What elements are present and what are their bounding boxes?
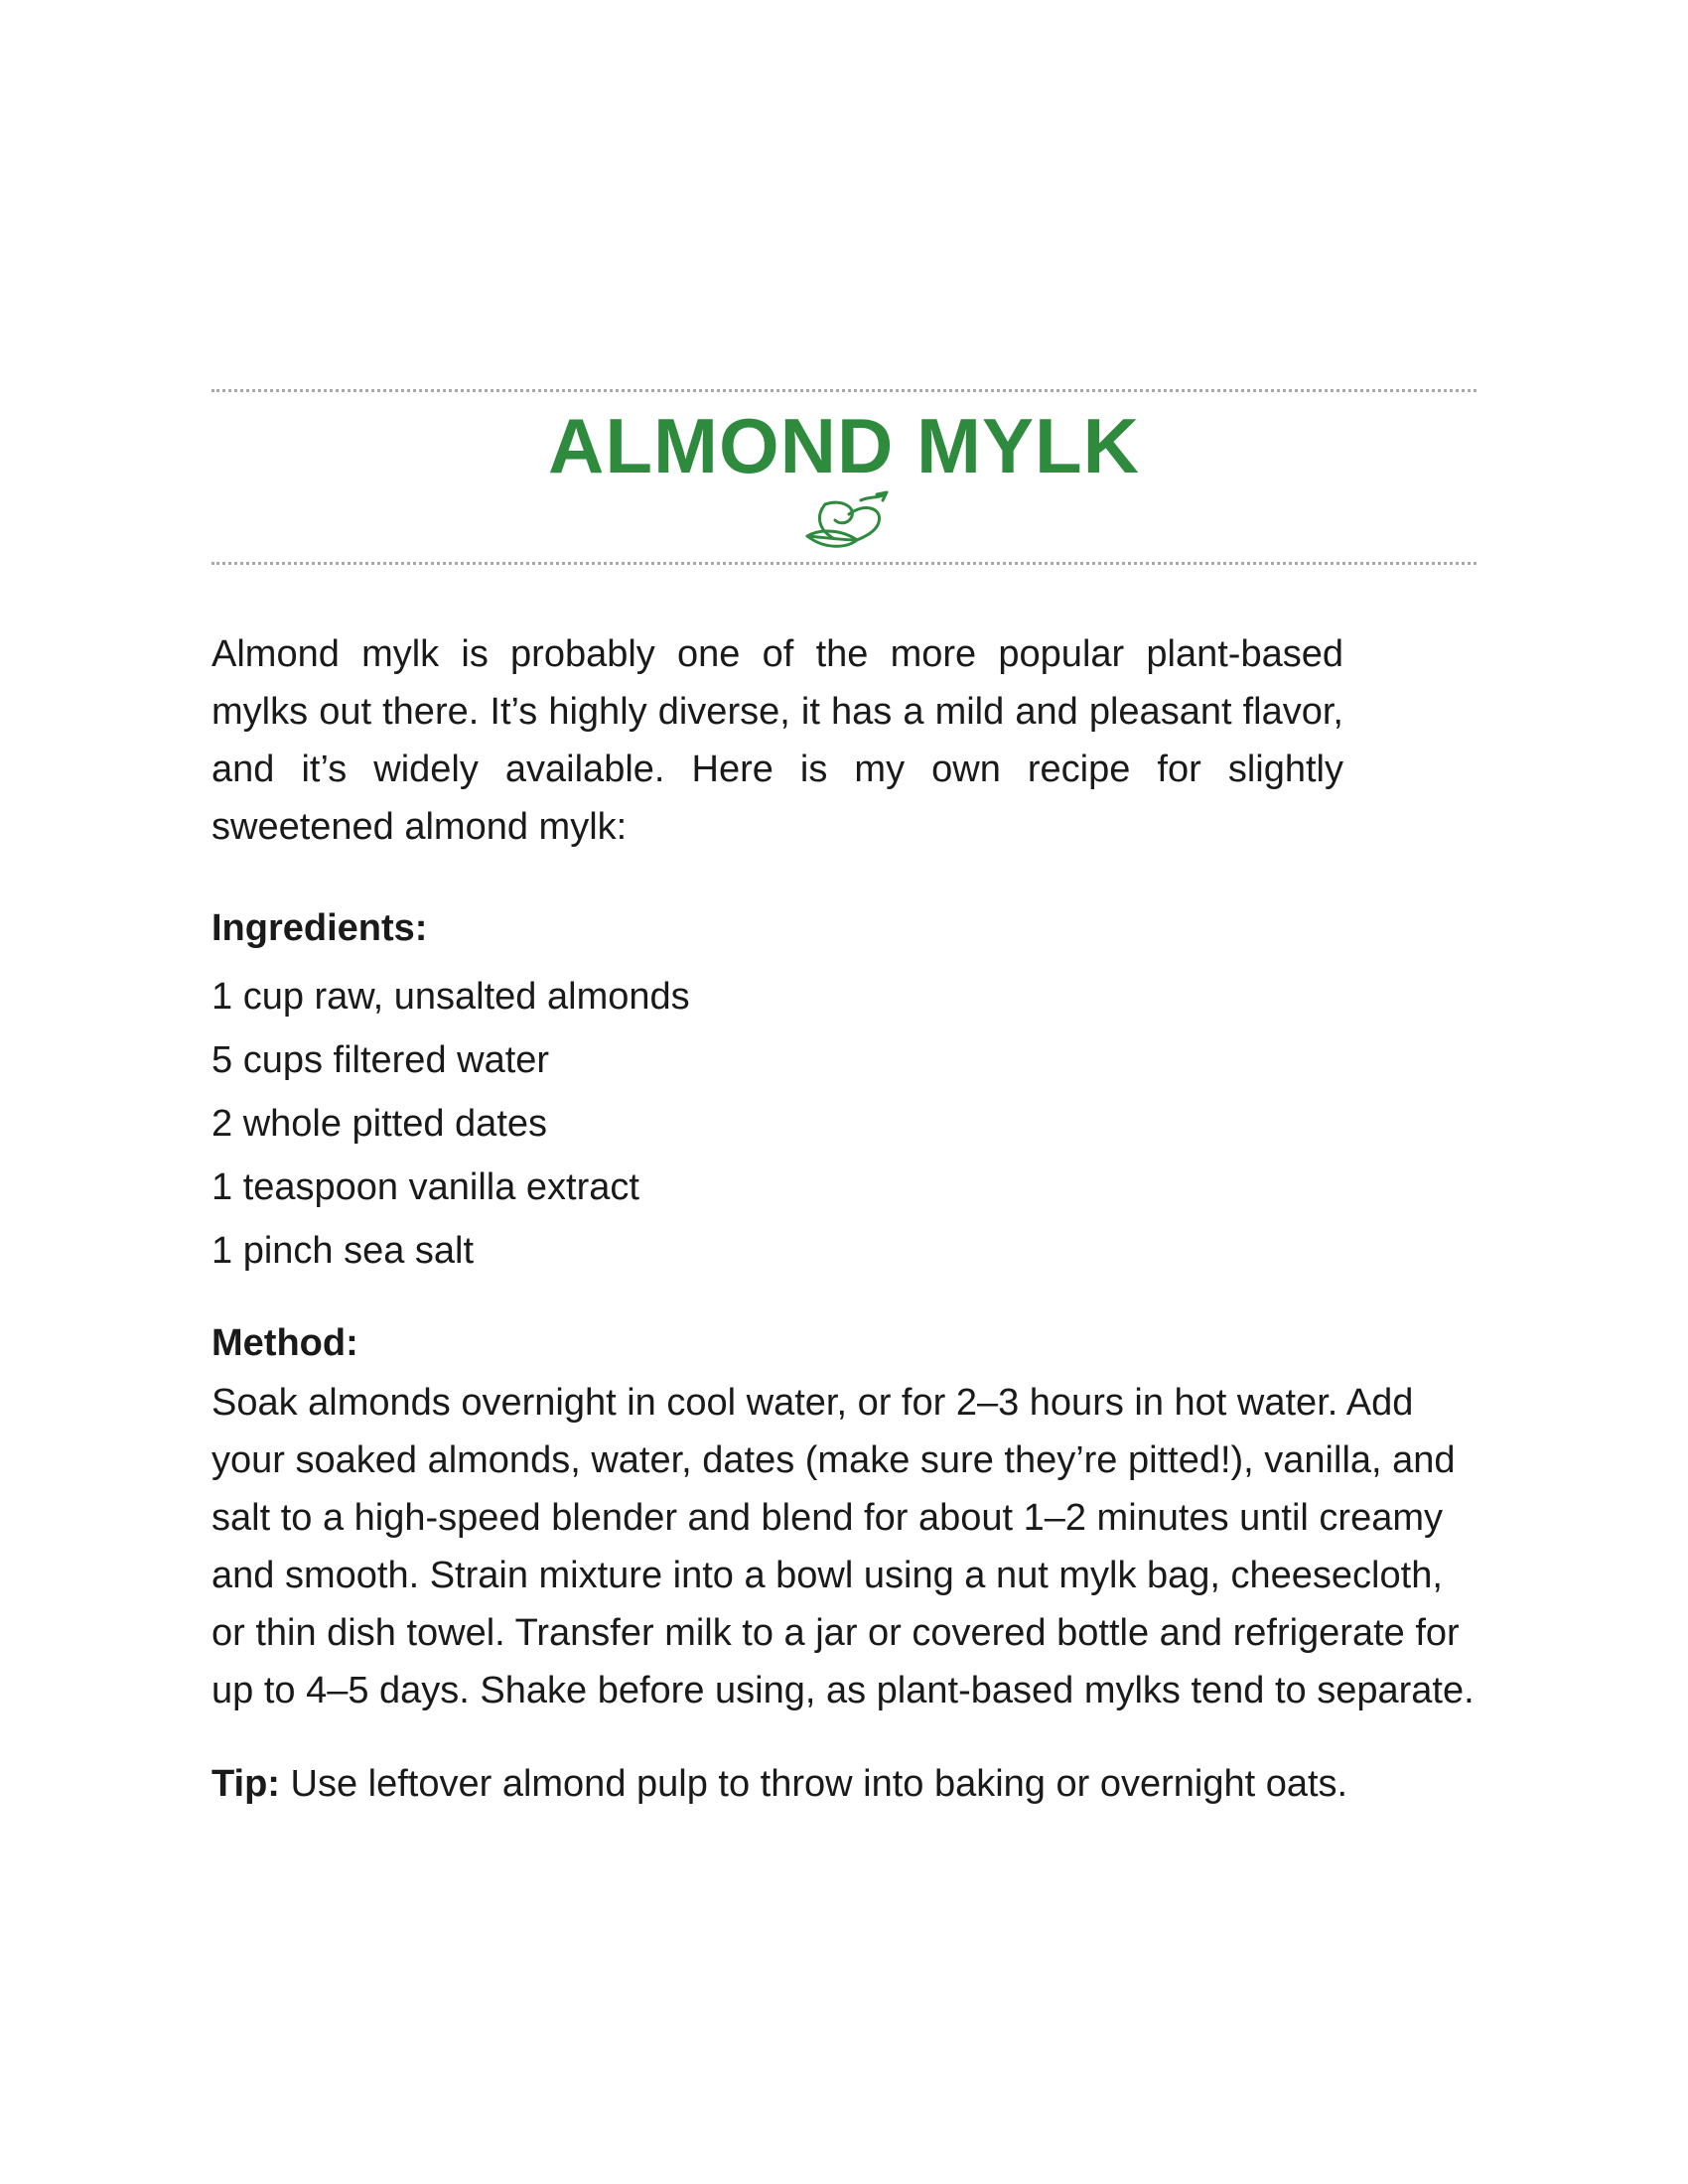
ingredient-list [211, 965, 1477, 1283]
leaf-monogram-icon [799, 490, 895, 556]
recipe-title: ALMOND MYLK [548, 402, 1140, 489]
ingredients-heading: Ingredients: [211, 907, 428, 949]
intro-paragraph: Almond mylk is probably one of the more popular plant-based mylks out there. It’s highly diverse, it has a mild and pleasant flavor, and it’s widely available. Here is my own recipe for slightly sweetened almond mylk: [211, 633, 1343, 848]
recipe-body [211, 625, 1477, 1813]
ingredient-item: 1 pinch sea salt [211, 1230, 475, 1272]
ingredient-item: 5 cups filtered water [211, 1039, 550, 1081]
ingredient-item: 2 whole pitted dates [211, 1103, 548, 1145]
tip-text: Use leftover almond pulp to throw into baking or overnight oats. [279, 1763, 1348, 1805]
top-dotted-rule [211, 389, 1477, 392]
ingredient-item: 1 cup raw, unsalted almonds [211, 976, 690, 1018]
method-paragraph: Soak almonds overnight in cool water, or for 2–3 hours in hot water. Add your soaked almonds, water, dates (make sure they’re pitted!), vanilla, and salt to a high-speed blender and blend for about 1–2 minutes until creamy and smooth. Strain mixture into a bowl using a nut mylk bag, cheesecloth, or thin dish towel. Transfer milk to a jar or covered bottle and refrigerate for up to 4–5 days. Shake before using, as plant-based mylks tend to separate. [211, 1382, 1475, 1711]
recipe-header [211, 387, 1477, 566]
tip-paragraph [211, 1755, 1477, 1813]
method-heading: Method: [211, 1322, 358, 1364]
ingredient-item: 1 teaspoon vanilla extract [211, 1166, 639, 1208]
tip-label: Tip: [211, 1763, 280, 1805]
bottom-dotted-rule [211, 562, 1477, 565]
